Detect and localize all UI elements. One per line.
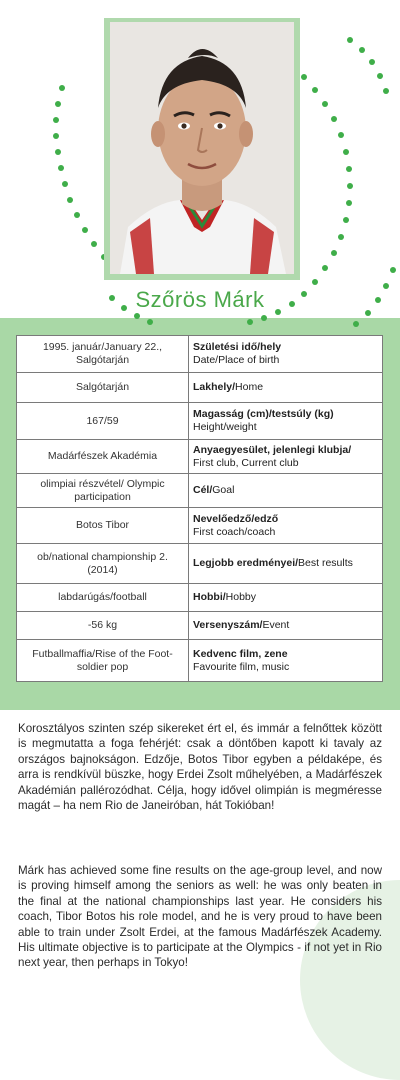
profile-table (16, 335, 383, 682)
row-value: labdarúgás/football (17, 584, 189, 612)
row-label: Kedvenc film, zene Favourite film, music (189, 640, 383, 682)
row-label: Hobbi/Hobby (189, 584, 383, 612)
row-value: Futballmaffia/Rise of the Foot- soldier pop (17, 640, 189, 682)
row-label: Anyaegyesület, jelenlegi klubja/ First club, Current club (189, 440, 383, 474)
row-label: Legjobb eredményei/Best results (189, 544, 383, 584)
table-row (17, 584, 383, 612)
row-value: ob/national championship 2. (2014) (17, 544, 189, 584)
table-row (17, 336, 383, 373)
table-row (17, 612, 383, 640)
paragraph-english: Márk has achieved some fine results on the age-group level, and now is proving himself among the seniors as well: he was only beaten in the final at the national championships last year. He considers his coach, Tibor Botos his role model, and he is very proud to have been able to train under Zsolt Erdei, at the famous Madárfészek Academy. His ultimate objective is to participate at the Olympics - if not yet in Rio next year, then perhaps in Tokyo! (18, 864, 382, 970)
row-value: -56 kg (17, 612, 189, 640)
table-row (17, 373, 383, 403)
row-value: Salgótarján (17, 373, 189, 403)
row-label: Magasság (cm)/testsúly (kg) Height/weight (189, 403, 383, 440)
row-label: Lakhely/Home (189, 373, 383, 403)
athlete-photo (110, 22, 294, 274)
row-label: Versenyszám/Event (189, 612, 383, 640)
table-row (17, 508, 383, 544)
table-row (17, 403, 383, 440)
paragraph-hungarian: Korosztályos szinten szép sikereket ért el, és immár a felnőttek között is megmutatta a foga fehérjét: csak a döntőben kapott ki tavaly az országos bajnokságon. Edzője, Botos Tibor egyben a példaképe, és arra is rendkívül büszke, hogy Erdei Zsolt műhelyében, a Madárfészek Akadémián pallérozódhat. Célja, hogy idővel olimpián is megméresse magát – ha nem Rio de Janeiróban, hát Tokióban! (18, 722, 382, 813)
athlete-name: Szőrös Márk (135, 287, 265, 312)
row-label: Cél/Goal (189, 474, 383, 508)
table-row (17, 640, 383, 682)
row-label: Nevelőedző/edző First coach/coach (189, 508, 383, 544)
athlete-portrait-image (110, 22, 294, 274)
row-value: Madárfészek Akadémia (17, 440, 189, 474)
row-value: olimpiai részvétel/ Olympic participation (17, 474, 189, 508)
table-row (17, 440, 383, 474)
row-value: Botos Tibor (17, 508, 189, 544)
table-row (17, 474, 383, 508)
table-row (17, 544, 383, 584)
athlete-photo-frame (104, 18, 300, 280)
row-value: 167/59 (17, 403, 189, 440)
row-value: 1995. január/January 22., Salgótarján (17, 336, 189, 373)
row-label: Születési idő/hely Date/Place of birth (189, 336, 383, 373)
